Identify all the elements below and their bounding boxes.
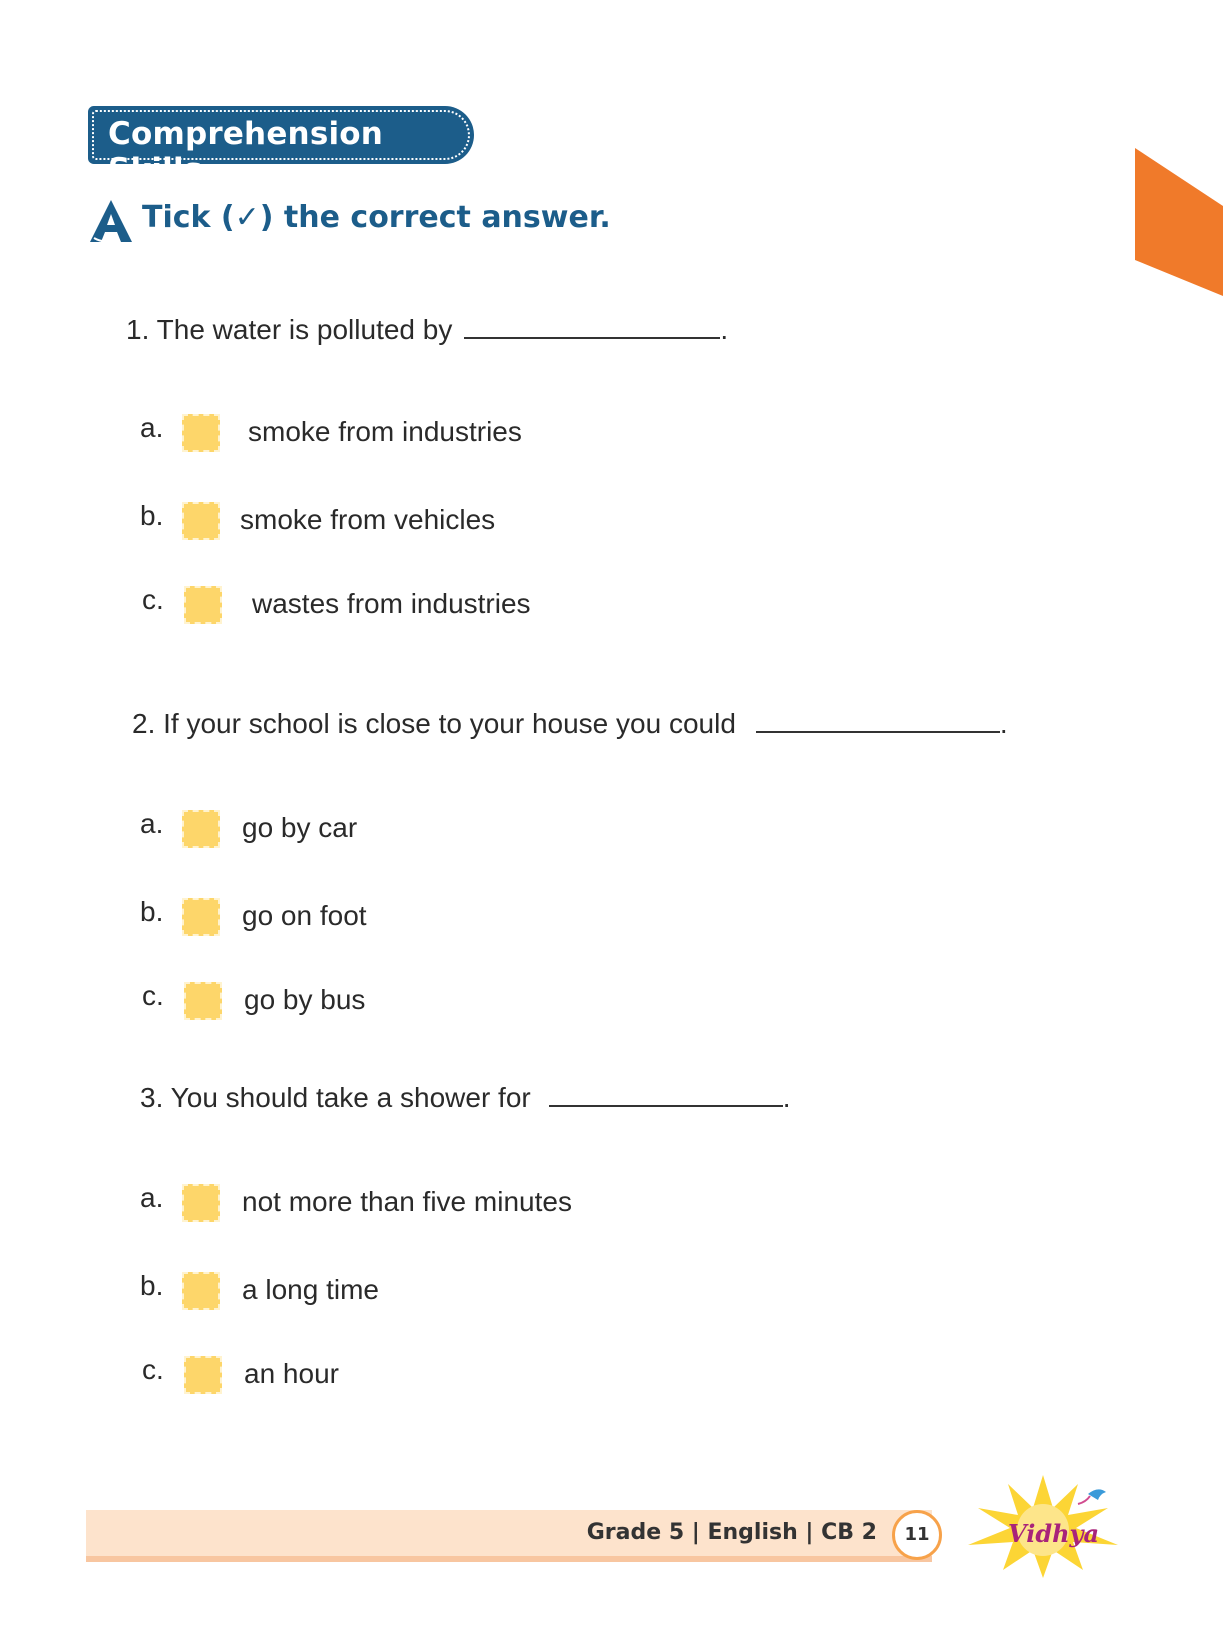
answer-blank — [549, 1083, 783, 1107]
question-end: . — [720, 314, 729, 345]
footer-label: Grade 5 | English | CB 2 — [586, 1520, 877, 1545]
option-letter: a. — [140, 808, 164, 839]
tick-box[interactable] — [184, 1356, 222, 1394]
option-text: go on foot — [242, 900, 367, 931]
tick-box[interactable] — [184, 982, 222, 1020]
question-1 — [126, 314, 728, 346]
tick-box[interactable] — [182, 810, 220, 848]
letter-a-icon — [88, 198, 134, 244]
option-text: smoke from industries — [248, 416, 522, 447]
instruction-text: Tick (✓) the correct answer. — [142, 200, 611, 235]
option-1b — [140, 500, 600, 544]
question-end: . — [999, 708, 1008, 739]
option-2a — [140, 808, 600, 852]
section-badge — [88, 106, 474, 188]
question-end: . — [782, 1082, 791, 1113]
answer-blank — [464, 315, 720, 339]
option-2b — [140, 896, 600, 940]
option-letter: a. — [140, 412, 164, 443]
option-text: not more than five minutes — [242, 1186, 572, 1217]
option-3b — [140, 1270, 600, 1314]
tick-box[interactable] — [184, 586, 222, 624]
question-2 — [132, 708, 1008, 740]
option-letter: b. — [140, 500, 164, 531]
option-letter: c. — [142, 980, 164, 1011]
vidhya-logo — [958, 1470, 1128, 1580]
question-text: If your school is close to your house you could — [163, 708, 736, 739]
question-number: 3. — [140, 1082, 164, 1113]
question-number: 2. — [132, 708, 156, 739]
option-letter: b. — [140, 1270, 164, 1301]
option-text: a long time — [242, 1274, 379, 1305]
question-text: The water is polluted by — [156, 314, 453, 345]
orange-corner-tab — [1135, 148, 1223, 296]
question-number: 1. — [126, 314, 150, 345]
logo-text: Vidhya — [1008, 1519, 1100, 1548]
tick-box[interactable] — [182, 502, 220, 540]
answer-blank — [756, 709, 1000, 733]
option-3a — [140, 1182, 700, 1226]
option-letter: c. — [142, 1354, 164, 1385]
option-letter: b. — [140, 896, 164, 927]
option-text: wastes from industries — [252, 588, 531, 619]
option-text: an hour — [244, 1358, 339, 1389]
option-1c — [142, 584, 602, 628]
question-3 — [140, 1082, 791, 1114]
tick-box[interactable] — [182, 414, 220, 452]
option-1a — [140, 412, 600, 456]
option-letter: a. — [140, 1182, 164, 1213]
option-letter: c. — [142, 584, 164, 615]
option-text: go by car — [242, 812, 358, 843]
question-text: You should take a shower for — [170, 1082, 531, 1113]
option-text: smoke from vehicles — [240, 504, 496, 535]
option-text: go by bus — [244, 984, 366, 1015]
page-number: 11 — [892, 1510, 942, 1560]
tick-box[interactable] — [182, 898, 220, 936]
option-3c — [142, 1354, 602, 1398]
tick-box[interactable] — [182, 1272, 220, 1310]
section-title: Comprehension Skills — [108, 116, 384, 188]
tick-box[interactable] — [182, 1184, 220, 1222]
option-2c — [142, 980, 602, 1024]
